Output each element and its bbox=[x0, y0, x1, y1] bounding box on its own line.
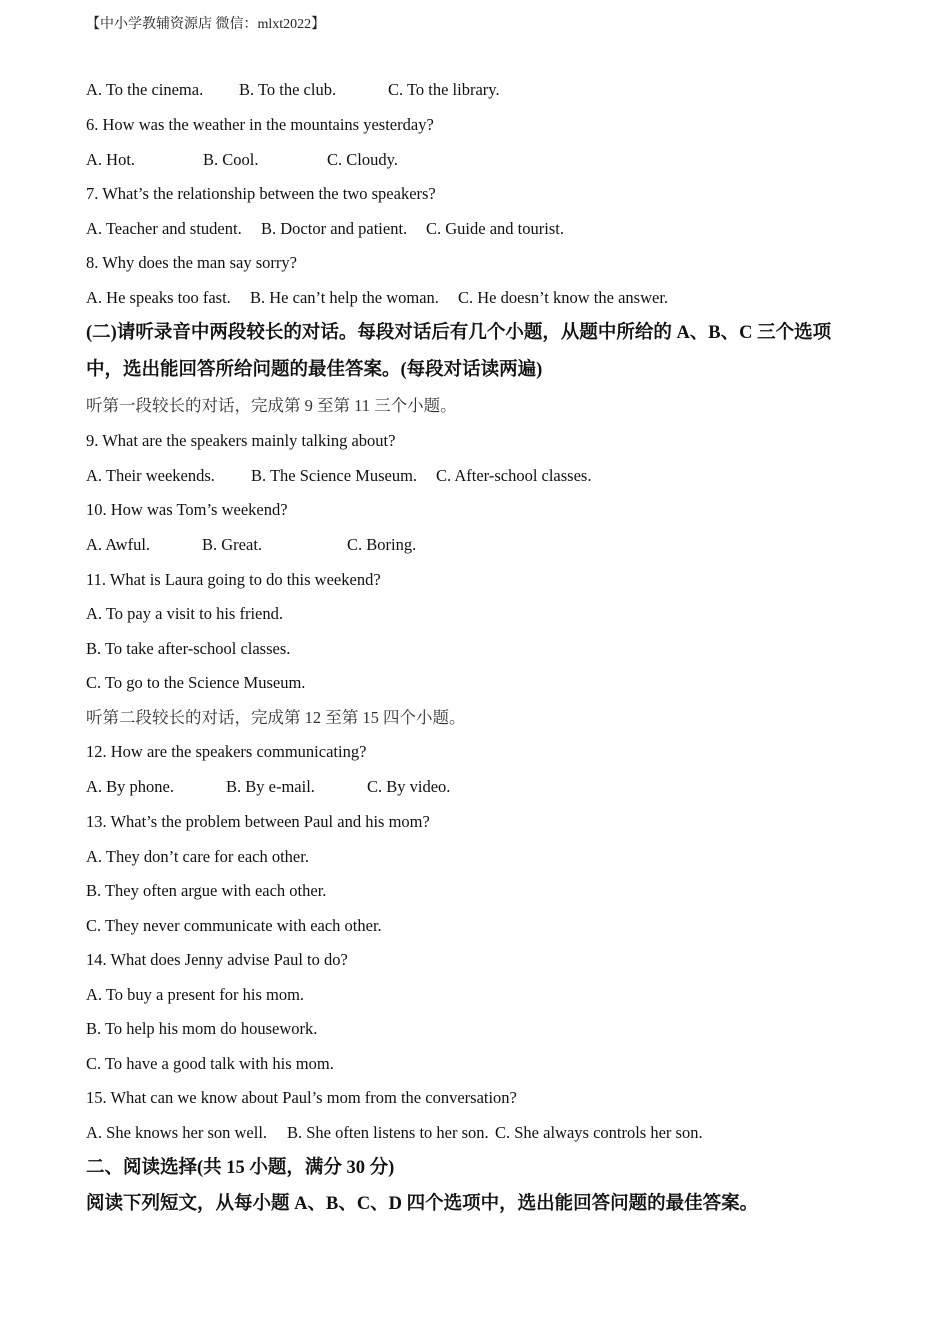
answer-options-row bbox=[86, 79, 886, 101]
question-text: A. To pay a visit to his friend. bbox=[86, 604, 283, 623]
answer-option: B. He can’t help the woman. bbox=[250, 288, 439, 307]
question-text: 8. Why does the man say sorry? bbox=[86, 253, 297, 272]
answer-option: A. Hot. bbox=[86, 150, 136, 169]
answer-option: B. Cool. bbox=[203, 150, 259, 169]
instruction-text: 听第一段较长的对话，完成第 9 至第 11 三个小题。 bbox=[86, 396, 457, 415]
answer-options-row bbox=[86, 1122, 886, 1144]
answer-option: C. By video. bbox=[367, 777, 451, 796]
answer-option: A. Awful. bbox=[86, 535, 151, 554]
page-header-watermark: 【中小学教辅资源店 微信：mlxt2022】 bbox=[86, 17, 326, 32]
answer-option: B. Great. bbox=[202, 535, 263, 554]
answer-option: A. To the cinema. bbox=[86, 80, 204, 99]
question-text: 12. How are the speakers communicating? bbox=[86, 742, 367, 761]
question-text: 11. What is Laura going to do this weekend? bbox=[86, 570, 381, 589]
answer-options-row bbox=[86, 287, 886, 309]
answer-option: C. Boring. bbox=[347, 535, 417, 554]
question-text: A. They don’t care for each other. bbox=[86, 847, 309, 866]
question-text: B. They often argue with each other. bbox=[86, 881, 327, 900]
answer-option: A. He speaks too fast. bbox=[86, 288, 231, 307]
answer-option: A. By phone. bbox=[86, 777, 174, 796]
question-text: 14. What does Jenny advise Paul to do? bbox=[86, 950, 348, 969]
question-text: B. To help his mom do housework. bbox=[86, 1019, 318, 1038]
answer-options-row bbox=[86, 534, 886, 556]
question-text: 7. What’s the relationship between the two speakers? bbox=[86, 184, 436, 203]
answer-option: C. To the library. bbox=[388, 80, 500, 99]
answer-option: B. By e-mail. bbox=[226, 777, 315, 796]
question-text: B. To take after-school classes. bbox=[86, 639, 291, 658]
answer-options-row bbox=[86, 218, 886, 240]
answer-option: C. He doesn’t know the answer. bbox=[458, 288, 669, 307]
question-text: A. To buy a present for his mom. bbox=[86, 985, 305, 1004]
question-text: C. To go to the Science Museum. bbox=[86, 673, 306, 692]
answer-option: C. After-school classes. bbox=[436, 466, 592, 485]
answer-option: B. The Science Museum. bbox=[251, 466, 418, 485]
question-text: 13. What’s the problem between Paul and his mom? bbox=[86, 812, 430, 831]
question-text: C. To have a good talk with his mom. bbox=[86, 1054, 334, 1073]
answer-option: B. To the club. bbox=[239, 80, 337, 99]
answer-option: B. Doctor and patient. bbox=[261, 219, 408, 238]
section-heading: 中，选出能回答所给问题的最佳答案。(每段对话读两遍) bbox=[86, 360, 543, 380]
answer-option: C. She always controls her son. bbox=[495, 1123, 703, 1142]
instruction-text: 听第二段较长的对话，完成第 12 至第 15 四个小题。 bbox=[86, 708, 466, 727]
question-text: 15. What can we know about Paul’s mom from the conversation? bbox=[86, 1088, 517, 1107]
answer-options-row bbox=[86, 465, 886, 487]
answer-options-row bbox=[86, 776, 886, 798]
answer-option: B. She often listens to her son. bbox=[287, 1123, 489, 1142]
answer-option: C. Cloudy. bbox=[327, 150, 398, 169]
answer-option: A. Their weekends. bbox=[86, 466, 215, 485]
question-text: 6. How was the weather in the mountains yesterday? bbox=[86, 115, 434, 134]
answer-option: A. She knows her son well. bbox=[86, 1123, 268, 1142]
answer-option: A. Teacher and student. bbox=[86, 219, 242, 238]
answer-options-row bbox=[86, 149, 886, 171]
question-text: 10. How was Tom’s weekend? bbox=[86, 500, 288, 519]
answer-option: C. Guide and tourist. bbox=[426, 219, 564, 238]
question-text: 9. What are the speakers mainly talking about? bbox=[86, 431, 396, 450]
section-heading: (二)请听录音中两段较长的对话。每段对话后有几个小题，从题中所给的 A、B、C 三个选项 bbox=[86, 323, 832, 343]
question-text: C. They never communicate with each other. bbox=[86, 916, 382, 935]
section-heading: 二、阅读选择(共 15 小题，满分 30 分) bbox=[86, 1158, 395, 1178]
section-heading: 阅读下列短文，从每小题 A、B、C、D 四个选项中，选出能回答问题的最佳答案。 bbox=[86, 1194, 759, 1214]
